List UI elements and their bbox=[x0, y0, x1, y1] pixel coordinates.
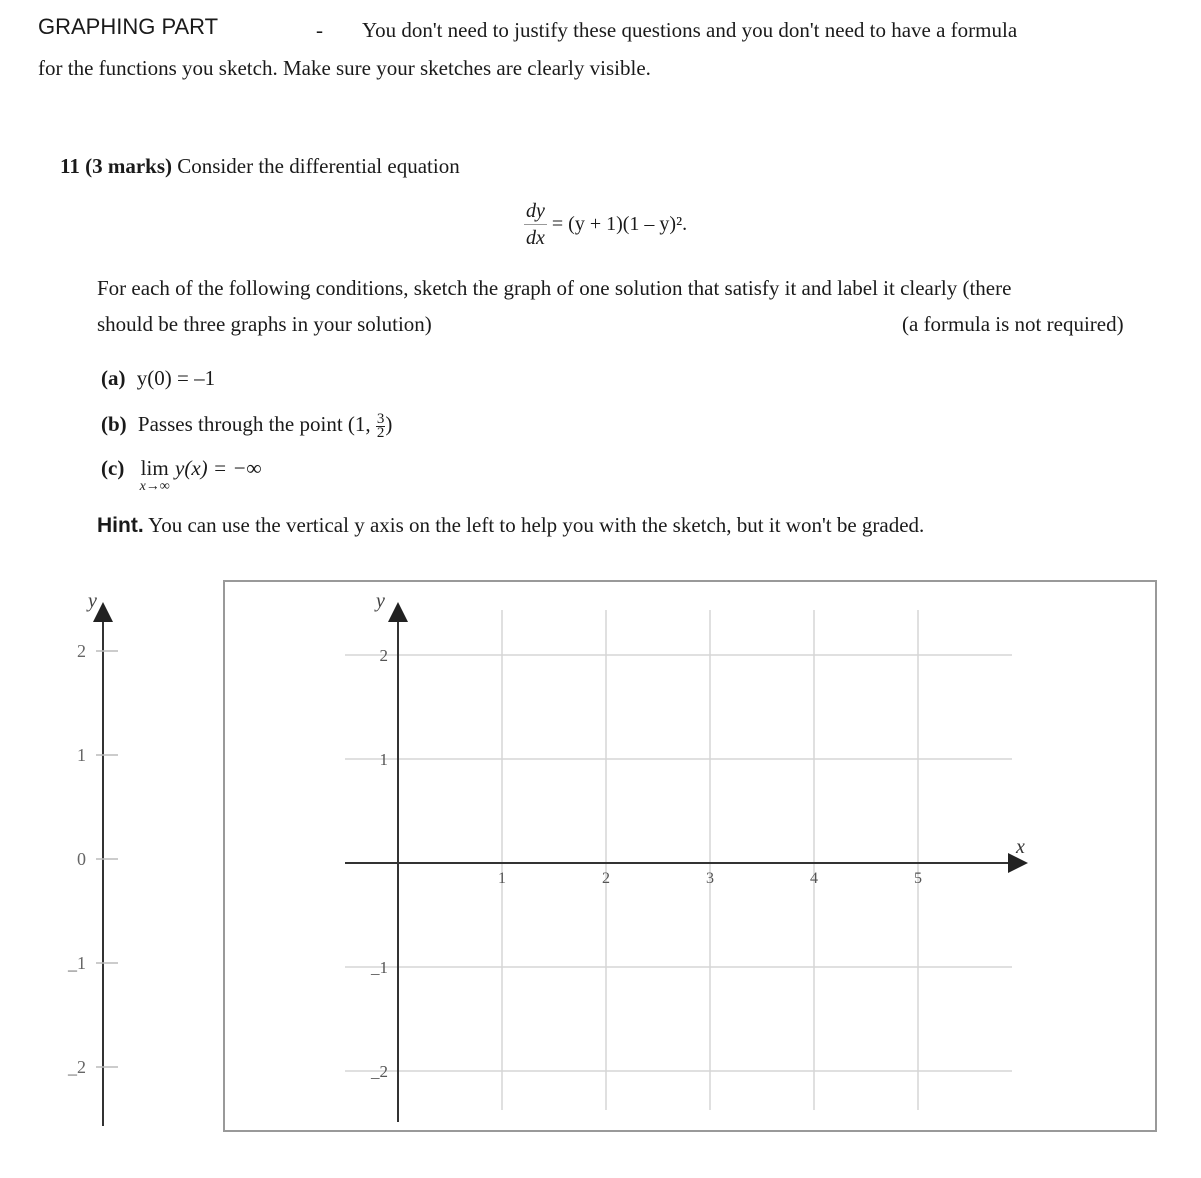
y-tick-label: 1 bbox=[379, 750, 388, 769]
x-tick-label: 5 bbox=[914, 870, 922, 887]
left-axis-tick-label: 1 bbox=[77, 745, 86, 765]
x-axis-label: x bbox=[1016, 836, 1025, 858]
y-tick-label: 2 bbox=[379, 646, 388, 665]
x-tick-label: 1 bbox=[498, 870, 506, 887]
part-b-text: Passes through the point (1, bbox=[137, 412, 371, 436]
y-tick-label: _1 bbox=[371, 958, 388, 977]
hint-text: You can use the vertical y axis on the left to help you with the sketch, but it won't be graded. bbox=[148, 513, 925, 537]
instructions-line-1: For each of the following conditions, sketch the graph of one solution that satisfy it and label it clearly (there bbox=[97, 276, 1012, 300]
y-tick-label: _2 bbox=[371, 1062, 388, 1081]
x-tick-label: 3 bbox=[706, 870, 714, 887]
question-intro: Consider the differential equation bbox=[177, 154, 460, 178]
left-y-axis bbox=[67, 590, 118, 1126]
part-a-text: y(0) = –1 bbox=[136, 366, 216, 390]
hint-label: Hint. bbox=[97, 514, 144, 537]
grid-lines bbox=[345, 610, 1012, 1110]
instructions-line-2: should be three graphs in your solution) bbox=[97, 312, 432, 336]
derivative-numerator: dy bbox=[524, 198, 547, 225]
part-c-label: (c) bbox=[101, 456, 125, 480]
left-axis-tick-label: 2 bbox=[77, 641, 86, 661]
derivative-denominator: dx bbox=[526, 227, 545, 249]
instruction-line-2: for the functions you sketch. Make sure your sketches are clearly visible. bbox=[38, 56, 651, 80]
x-tick-label: 2 bbox=[602, 870, 610, 887]
y-axis-label: y bbox=[376, 590, 385, 612]
part-c-lim-sub: x→∞ bbox=[139, 479, 170, 494]
left-axis-tick-label: _1 bbox=[68, 953, 86, 973]
left-axis-tick-label: 0 bbox=[77, 849, 86, 869]
part-a-label: (a) bbox=[101, 366, 126, 390]
section-title: GRAPHING PART bbox=[38, 14, 219, 39]
formula-note: (a formula is not required) bbox=[902, 312, 1124, 336]
header-dash: - bbox=[316, 18, 323, 42]
part-b-label: (b) bbox=[101, 412, 127, 436]
instruction-line-1: You don't need to justify these questions and you don't need to have a formula bbox=[362, 18, 1018, 42]
part-b-fraction-num: 3 bbox=[376, 410, 385, 427]
x-tick-label: 4 bbox=[810, 870, 818, 887]
left-axis-label: y bbox=[88, 590, 97, 612]
part-c-text: y(x) = −∞ bbox=[175, 456, 262, 480]
equation-rhs: = (y + 1)(1 – y)². bbox=[551, 213, 688, 235]
part-b-close: ) bbox=[385, 412, 393, 436]
part-b-fraction-den: 2 bbox=[376, 424, 385, 441]
part-c-lim: lim bbox=[140, 456, 169, 480]
left-axis-tick-label: _2 bbox=[68, 1057, 86, 1077]
question-number-marks: 11 (3 marks) bbox=[60, 154, 172, 178]
left-axis-ticks bbox=[67, 641, 118, 1077]
